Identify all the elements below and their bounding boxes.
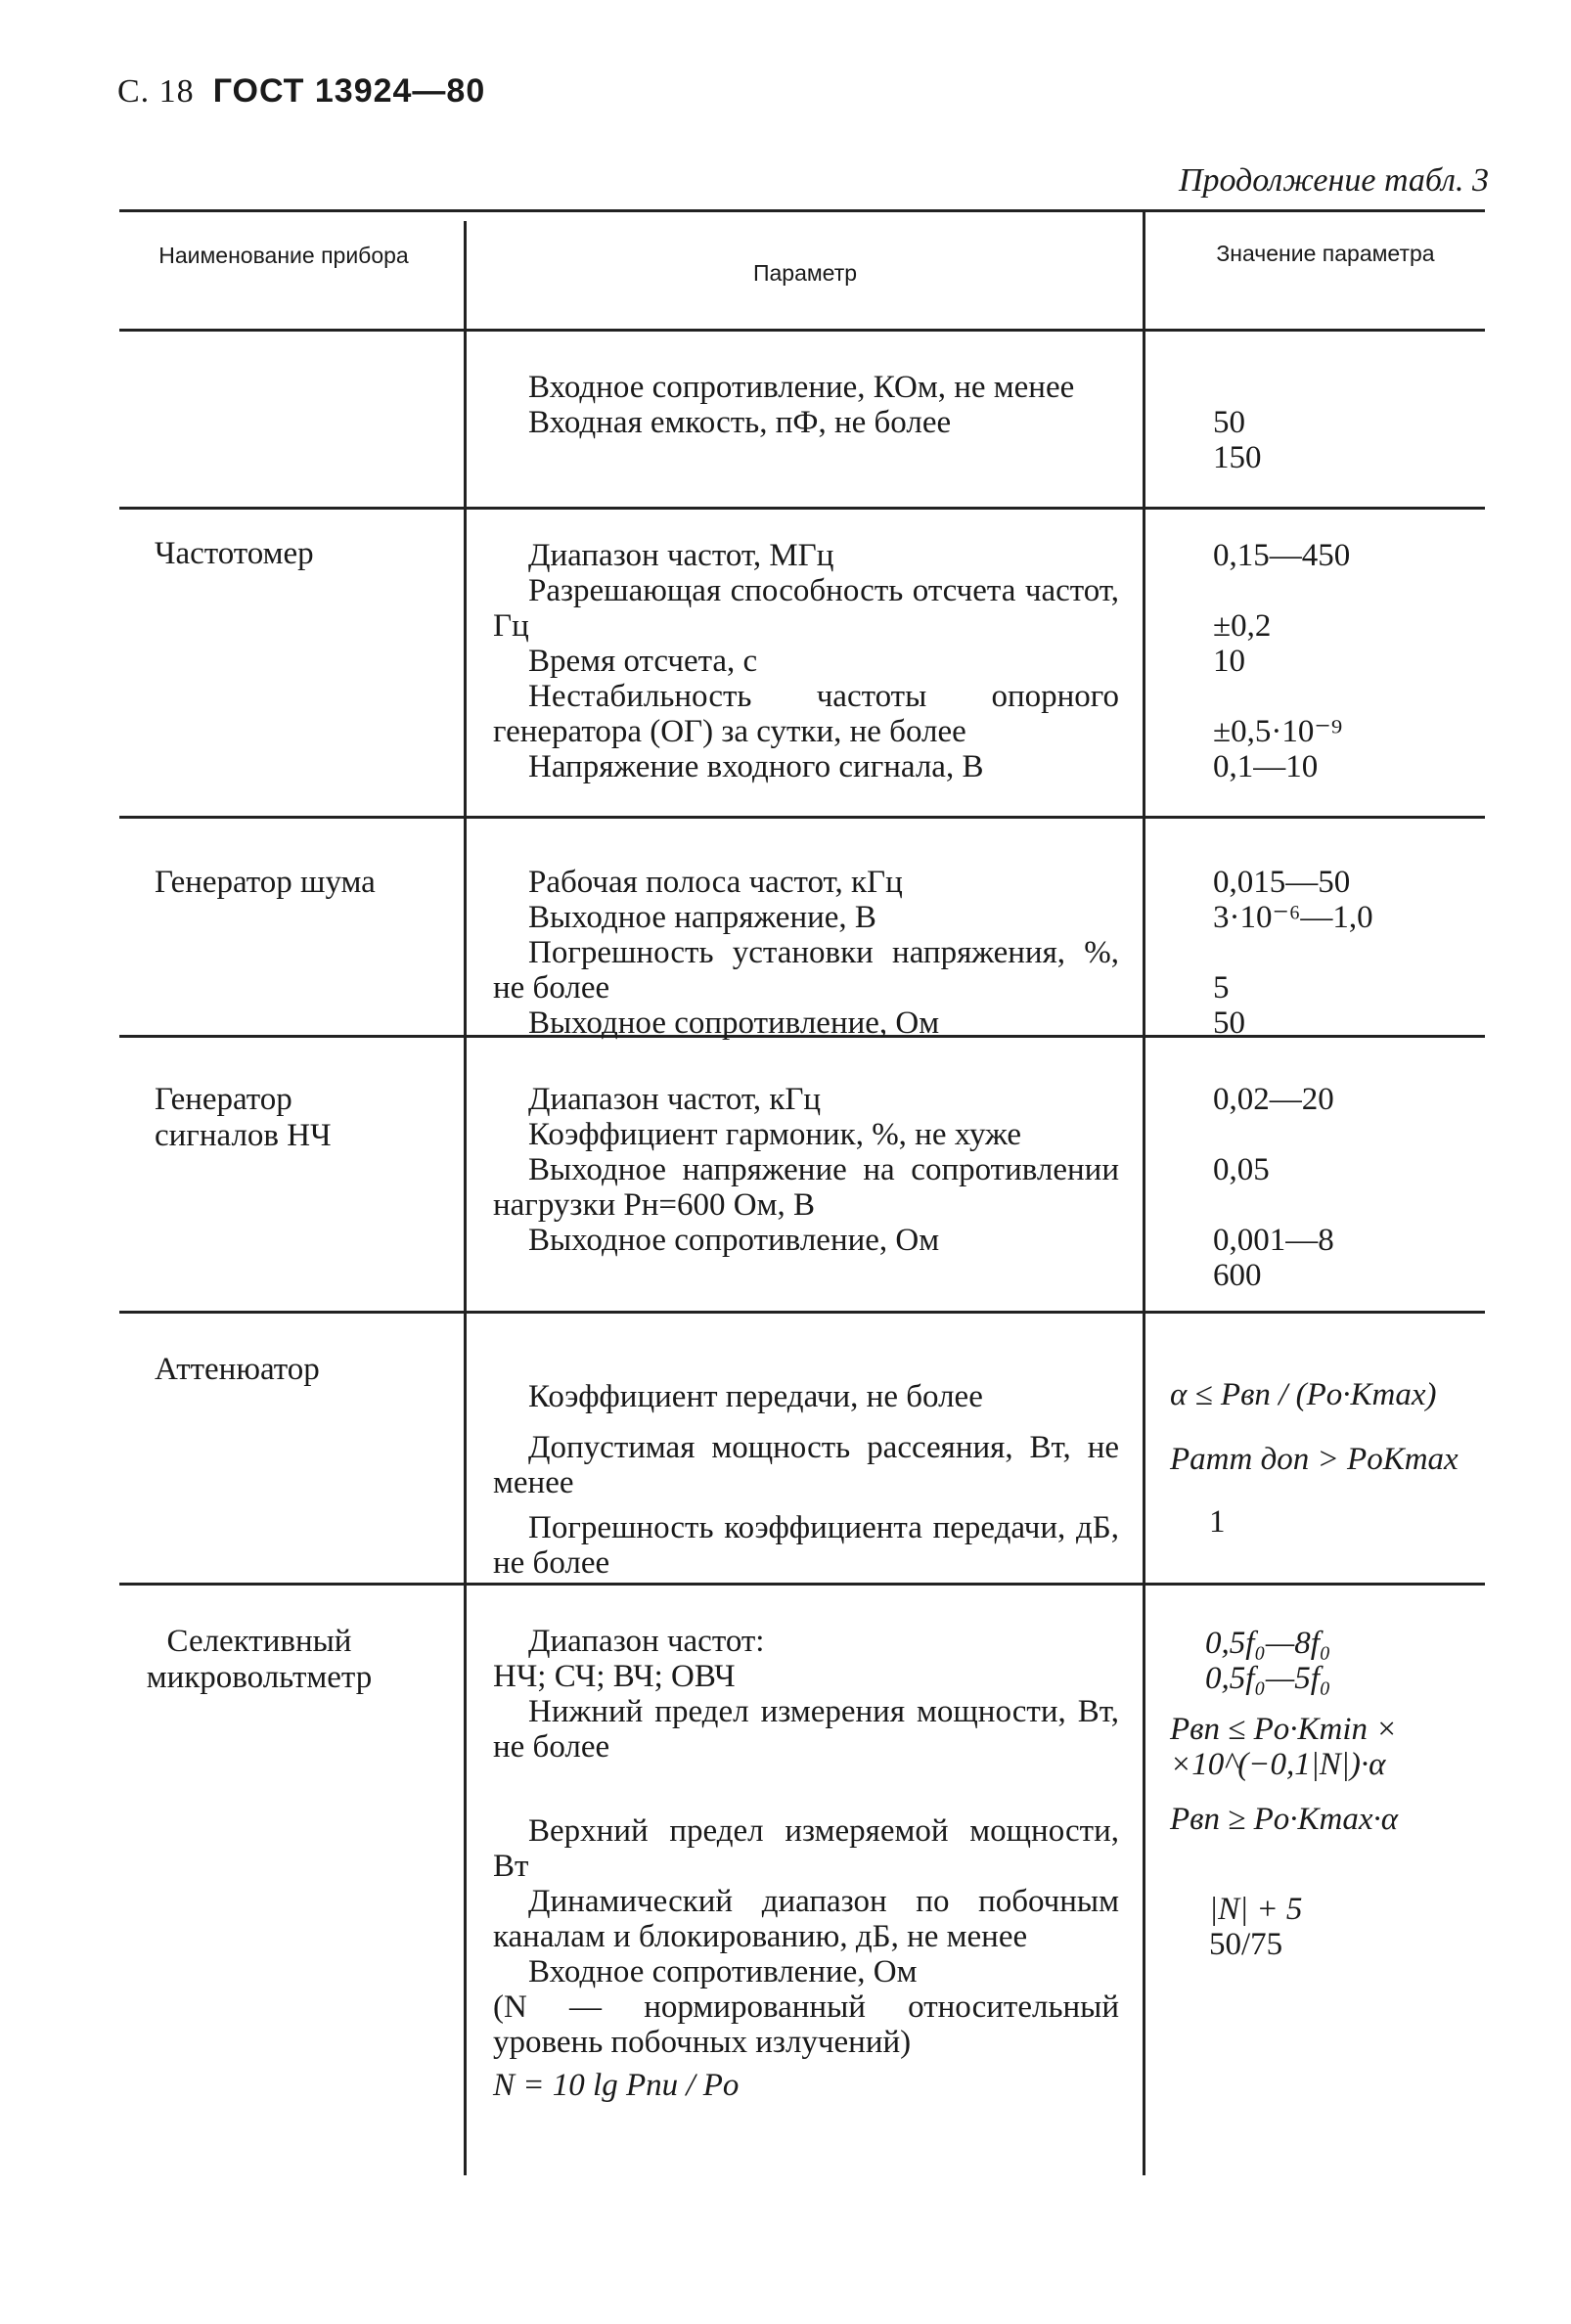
page-header	[117, 72, 485, 111]
table-top-rule	[119, 209, 1485, 212]
standard-number: ГОСТ 13924—80	[212, 72, 486, 110]
table-row-params: Коэффициент передачи, не более Допустимая мощность рассеяния, Вт, не менее Погрешность коэффициента передачи, дБ, не более	[493, 1379, 1119, 1581]
table-row-values: α ≤ Pвп / (Pо·Kmax) Pатт доп > PоKmax 1	[1170, 1342, 1463, 1540]
column-header-name: Наименование прибора	[158, 243, 409, 268]
table-row-name: Генератор сигналов НЧ	[155, 1082, 332, 1153]
table-row-params: Диапазон частот: НЧ; СЧ; ВЧ; ОВЧ Нижний предел измерения мощности, Вт, не более Верхний предел измеряемой мощности, Вт Динамический диапазон по побочным каналам и блокированию, дБ, не менее Входное сопротивление, Ом (N — нормированный относительный уровень побочных излучений) N = 10 lg Pпи / Pо	[493, 1624, 1119, 2103]
table-row-values: 0,015—50 3·10⁻⁶—1,0 5 50	[1213, 865, 1373, 1041]
header-bottom-rule	[119, 329, 1485, 332]
table-row-name: Генератор шума	[155, 865, 376, 900]
table-row-values: 0,5f₀—8f₀ 0,5f₀—5f₀ Pвп ≤ Pо·Kmin × ×10^(−0,1|N|)·α Pвп ≥ Pо·Kmax·α |N| + 5 50/75	[1170, 1626, 1399, 1962]
table-continuation-label: Продолжение табл. 3	[1178, 162, 1489, 199]
table-row-values: 50 150	[1213, 405, 1262, 475]
transfer-coefficient-formula: α ≤ Pвп / (Pо·Kmax)	[1170, 1377, 1437, 1412]
column-header-value: Значение параметра	[1216, 241, 1435, 266]
table-row-params: Рабочая полоса частот, кГц Выходное напряжение, В Погрешность установки напряжения, %, не более Выходное сопротивление, Ом	[493, 865, 1119, 1041]
table-row-params: Входное сопротивление, КОм, не менее Входная емкость, пФ, не более	[528, 370, 1075, 440]
table-row-name: Селективный микровольтметр	[146, 1624, 373, 1695]
noise-level-formula: N = 10 lg Pпи / Pо	[493, 2068, 740, 2103]
row-divider	[119, 507, 1485, 510]
column-header-parameter: Параметр	[752, 260, 858, 286]
table-row-params: Диапазон частот, кГц Коэффициент гармоник, %, не хуже Выходное напряжение на сопротивлении нагрузки Pн=600 Ом, В Выходное сопротивление, Ом	[493, 1082, 1119, 1258]
table-row-values: 0,02—20 0,05 0,001—8 600	[1213, 1082, 1334, 1293]
row-divider	[119, 816, 1485, 819]
table-row-params: Диапазон частот, МГц Разрешающая способность отсчета частот, Гц Время отсчета, с Нестабильность частоты опорного генератора (ОГ) за сутки, не более Напряжение входного сигнала, В	[493, 538, 1119, 784]
column-divider	[1143, 211, 1145, 2175]
row-divider	[119, 1583, 1485, 1586]
page-number: С. 18	[117, 73, 195, 110]
table-row-name: Частотомер	[155, 536, 314, 571]
column-divider	[464, 221, 467, 2175]
row-divider	[119, 1311, 1485, 1314]
table-row-values: 0,15—450 ±0,2 10 ±0,5·10⁻⁹ 0,1—10	[1213, 538, 1351, 784]
table-row-name: Аттенюатор	[155, 1352, 320, 1387]
dissipation-power-formula: Pатт доп > PоKmax	[1170, 1442, 1459, 1477]
